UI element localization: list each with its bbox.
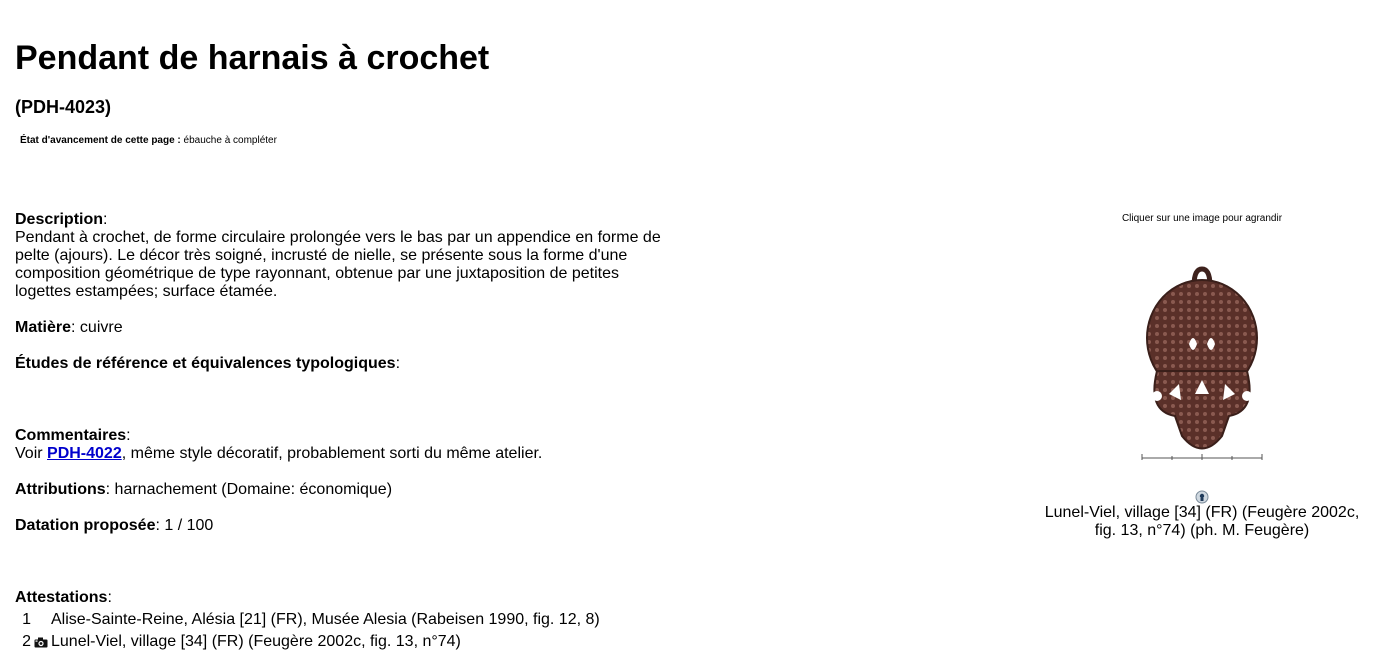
attestations-list [15, 609, 675, 653]
photo-caption: Lunel-Viel, village [34] (FR) (Feugère 2002c, fig. 13, n°74) (ph. M. Feugère) [1044, 504, 1360, 539]
main-content [15, 211, 675, 653]
commentaires-link[interactable]: PDH-4022 [47, 445, 122, 462]
progress-label: État d'avancement de cette page : [20, 135, 181, 146]
pendant-photo[interactable] [1137, 266, 1267, 466]
attributions-section: Attributions: harnachement (Domaine: économique) [15, 481, 393, 498]
attestation-number: 1 [22, 611, 31, 628]
list-item [15, 609, 675, 631]
attributions-label: Attributions [15, 481, 106, 498]
photo-source-icon[interactable] [1195, 490, 1209, 504]
datation-value: 1 / 100 [164, 517, 214, 534]
etudes-label: Études de référence et équivalences typologiques [15, 355, 396, 372]
attestation-text: Lunel-Viel, village [34] (FR) (Feugère 2002c, fig. 13, n°74) [51, 633, 461, 650]
datation-section: Datation proposée: 1 / 100 [15, 517, 214, 534]
matiere-section: Matière: cuivre [15, 319, 123, 336]
page-progress [20, 134, 277, 147]
attestations-label: Attestations [15, 589, 108, 606]
enlarge-hint: Cliquer sur une image pour agrandir [1121, 213, 1283, 224]
commentaires-label: Commentaires [15, 427, 127, 444]
description-label: Description [15, 211, 104, 228]
object-code: (PDH-4023) [15, 97, 112, 117]
datation-label: Datation proposée [15, 517, 156, 534]
image-panel [1040, 212, 1364, 540]
commentaires-prefix: Voir [15, 445, 48, 462]
progress-value: ébauche à compléter [183, 135, 277, 146]
matiere-label: Matière [15, 319, 72, 336]
commentaires-text [15, 445, 675, 463]
list-item [15, 631, 675, 653]
commentaires-section: Commentaires: Voir PDH-4022, même style décoratif, probablement sorti du même atelier. [15, 427, 675, 463]
page-title: Pendant de harnais à crochet [15, 39, 490, 77]
attestation-number: 2 [22, 633, 31, 650]
description-text: Pendant à crochet, de forme circulaire prolongée vers le bas par un appendice en forme de pelte (ajours). Le décor très soigné, incrusté de nielle, se présente sous la forme d'une composition géométrique de type rayonnant, obtenue par une juxtaposition de petites logettes estampées; surface étamée. [15, 229, 661, 300]
commentaires-suffix: , même style décoratif, probablement sorti du même atelier. [121, 445, 543, 462]
description-section: Description: Pendant à crochet, de forme circulaire prolongée vers le bas par un appendice en forme de pelte (ajours). Le décor très soigné, incrusté de nielle, se présente sous la forme d'une composition géométrique de type rayonnant, obtenue par une juxtaposition de petites logettes estampées; surface étamée. [15, 211, 675, 301]
etudes-section: Études de référence et équivalences typologiques: [15, 355, 401, 372]
attestations-section: Attestations: 1 Alise-Sainte-Reine, Alésia [21] (FR), Musée Alesia (Rabeisen 1990, fig. 12, 8) 2 Lunel-Viel, village [34] (FR) (Feugère 2002c, fig. 13, n°74) [15, 589, 675, 653]
matiere-value: cuivre [79, 319, 123, 336]
attestation-text: Alise-Sainte-Reine, Alésia [21] (FR), Musée Alesia (Rabeisen 1990, fig. 12, 8) [51, 611, 600, 628]
camera-icon[interactable] [31, 637, 51, 648]
attributions-value: harnachement (Domaine: économique) [114, 481, 393, 498]
